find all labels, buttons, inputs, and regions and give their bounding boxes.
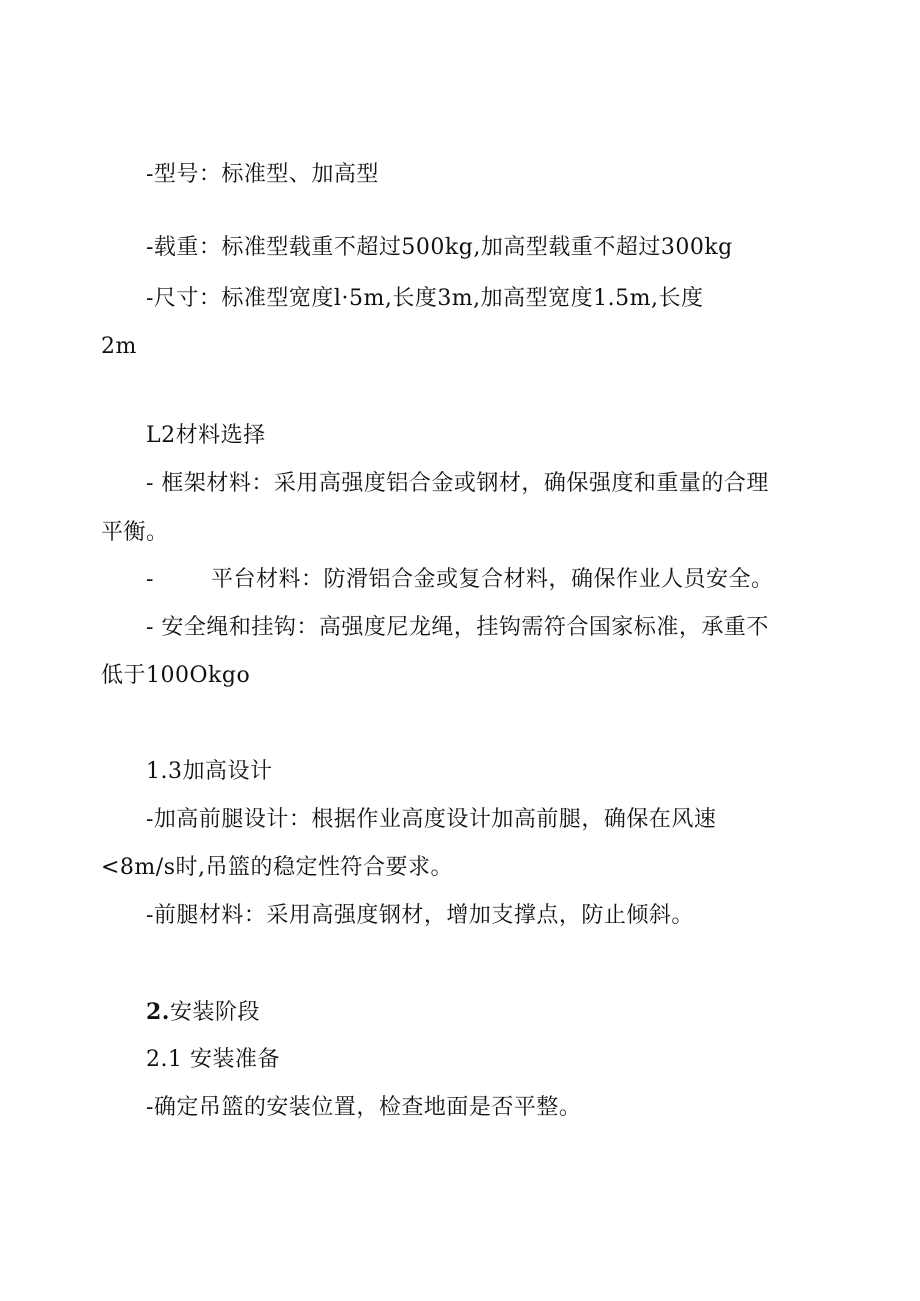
section-1-2-heading: L2材料选择: [146, 423, 266, 448]
load-line: -载重：标准型载重不超过500kg,加高型载重不超过300kg: [146, 235, 733, 260]
platform-material-dash: -: [146, 567, 154, 592]
safety-rope-line-1: - 安全绳和挂钩：高强度尼龙绳，挂钩需符合国家标准，承重不: [146, 615, 769, 640]
section-2-1-heading: 2.1 安装准备: [146, 1047, 280, 1072]
frame-material-line-2: 平衡。: [101, 520, 169, 545]
section-1-3-heading: 1.3加高设计: [146, 759, 273, 784]
section-2-title: 安装阶段: [169, 1000, 260, 1025]
section-2-number: 2.: [146, 999, 170, 1025]
size-line-1: -尺寸：标准型宽度l·5m,长度3m,加高型宽度1.5m,长度: [146, 286, 704, 311]
model-line: -型号：标准型、加高型: [146, 162, 379, 187]
front-leg-design-line-1: -加高前腿设计：根据作业高度设计加高前腿，确保在风速: [146, 807, 717, 832]
front-leg-design-line-2: <8m/s时,吊篮的稳定性符合要求。: [101, 855, 453, 880]
installation-prep-line: -确定吊篮的安装位置，检查地面是否平整。: [146, 1095, 582, 1120]
front-leg-material-line: -前腿材料：采用高强度钢材，增加支撑点，防止倾斜。: [146, 903, 694, 928]
frame-material-line-1: - 框架材料：采用高强度铝合金或钢材，确保强度和重量的合理: [146, 471, 769, 496]
safety-rope-line-2: 低于100Okgo: [101, 663, 251, 688]
size-line-2: 2m: [101, 334, 137, 359]
platform-material-text: 平台材料：防滑铝合金或复合材料，确保作业人员安全。: [211, 567, 774, 592]
section-2-heading: [146, 997, 260, 1028]
